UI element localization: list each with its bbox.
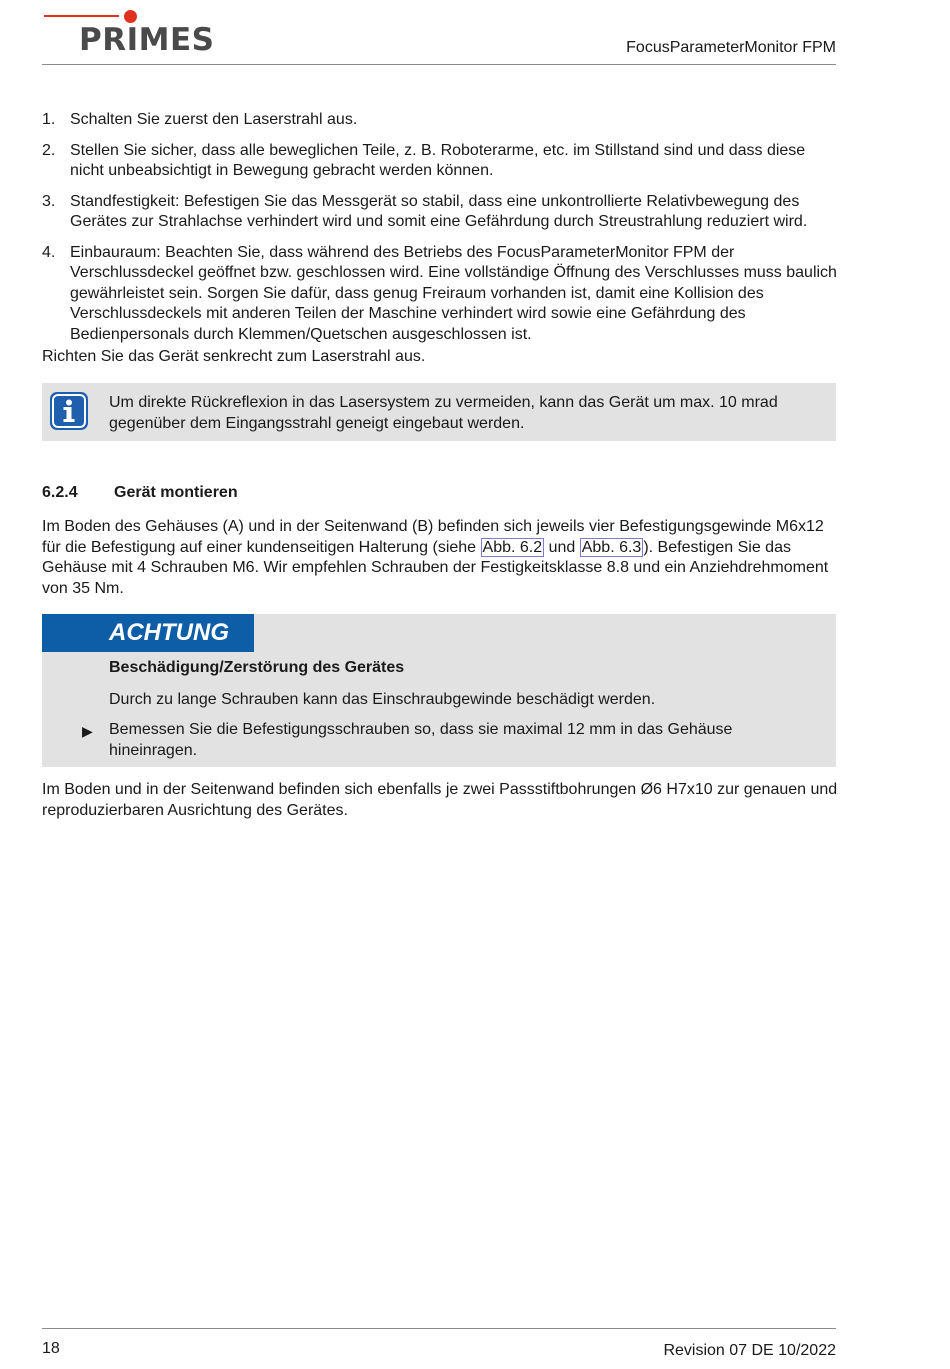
list-item-number: 3. (42, 192, 56, 210)
play-arrow-icon: ▶ (82, 723, 93, 739)
closing-paragraph: Im Boden und in der Seitenwand befinden sich ebenfalls je zwei Passstiftbohrungen Ø6 H7x10 zur genauen und reproduzierbaren Ausrichtung des Gerätes. (42, 781, 838, 819)
logo-line (44, 15, 119, 17)
list-item (42, 141, 842, 182)
mounting-paragraph (42, 517, 842, 599)
warning-label: ACHTUNG (109, 619, 229, 646)
list-item (42, 110, 842, 131)
primes-logo (44, 8, 234, 58)
logo-text: PRIMES (79, 22, 215, 58)
document-title: FocusParameterMonitor FPM (626, 39, 836, 56)
list-item (42, 192, 842, 233)
mounting-text-part2: und (544, 538, 580, 556)
figure-link-6-3[interactable]: Abb. 6.3 (581, 538, 642, 556)
mounting-text-part3: ). Befestigen Sie das Gehäuse mit 4 Schrauben M6. Wir empfehlen Schrauben der Festigkeitsklasse 8.8 und ein Anziehdrehmoment von 35 Nm. (42, 538, 829, 597)
list-item-number: 4. (42, 243, 56, 261)
figure-link-6-2[interactable]: Abb. 6.2 (482, 538, 543, 556)
list-item-number: 1. (42, 111, 56, 128)
warning-subheading: Beschädigung/Zerstörung des Gerätes (109, 659, 405, 676)
header-divider (42, 64, 836, 65)
list-item-text: Stellen Sie sicher, dass alle beweglichen Teile, z. B. Roboterarme, etc. im Stillstand sind und dass diese nicht unbeabsichtigt in Bewegung gebracht werden können. (70, 141, 806, 179)
section-heading (42, 483, 238, 504)
list-item (42, 243, 842, 346)
mounting-text-part1: Im Boden des Gehäuses (A) und in der Seitenwand (B) befinden sich jeweils vier Befestigungsgewinde M6x12 für die Befestigung auf einer kundenseitigen Halterung (siehe (42, 518, 824, 556)
section-title: Gerät montieren (114, 484, 238, 501)
section-number: 6.2.4 (42, 484, 78, 501)
revision-label: Revision 07 DE 10/2022 (663, 1342, 836, 1359)
warning-description: Durch zu lange Schrauben kann das Einschraubgewinde beschädigt werden. (109, 691, 656, 708)
align-instruction: Richten Sie das Gerät senkrecht zum Laserstrahl aus. (42, 348, 426, 365)
setup-steps-list (42, 110, 842, 355)
info-text: Um direkte Rückreflexion in das Lasersystem zu vermeiden, kann das Gerät um max. 10 mrad gegenüber dem Eingangsstrahl geneigt eingebaut werden. (109, 394, 778, 432)
list-item-number: 2. (42, 141, 56, 159)
list-item-text: Einbauraum: Beachten Sie, dass während des Betriebs des FocusParameterMonitor FPM der Verschlussdeckel geöffnet bzw. geschlossen wird. Eine vollständige Öffnung des Verschlusses muss baulich gewährleistet sein. Sorgen Sie dafür, dass genug Freiraum vorhanden ist, damit eine Kollision des Verschlussdeckels mit anderen Teilen der Maschine verhindert wird sowie eine Gefährdung des Bedienpersonals durch Klemmen/Quetschen ausgeschlossen ist. (70, 243, 837, 343)
info-icon (49, 391, 89, 431)
warning-action: Bemessen Sie die Befestigungsschrauben so, dass sie maximal 12 mm in das Gehäuse hineinragen. (109, 721, 733, 759)
info-note (42, 383, 836, 441)
page-number: 18 (42, 1340, 60, 1357)
list-item-text: Standfestigkeit: Befestigen Sie das Messgerät so stabil, dass eine unkontrollierte Relativbewegung des Gerätes zur Strahlachse verhindert wird und somit eine Gefährdung durch Streustrahlung reduziert wird. (70, 192, 808, 230)
footer-divider (42, 1328, 836, 1329)
warning-box (42, 614, 836, 767)
list-item-text: Schalten Sie zuerst den Laserstrahl aus. (70, 111, 358, 128)
